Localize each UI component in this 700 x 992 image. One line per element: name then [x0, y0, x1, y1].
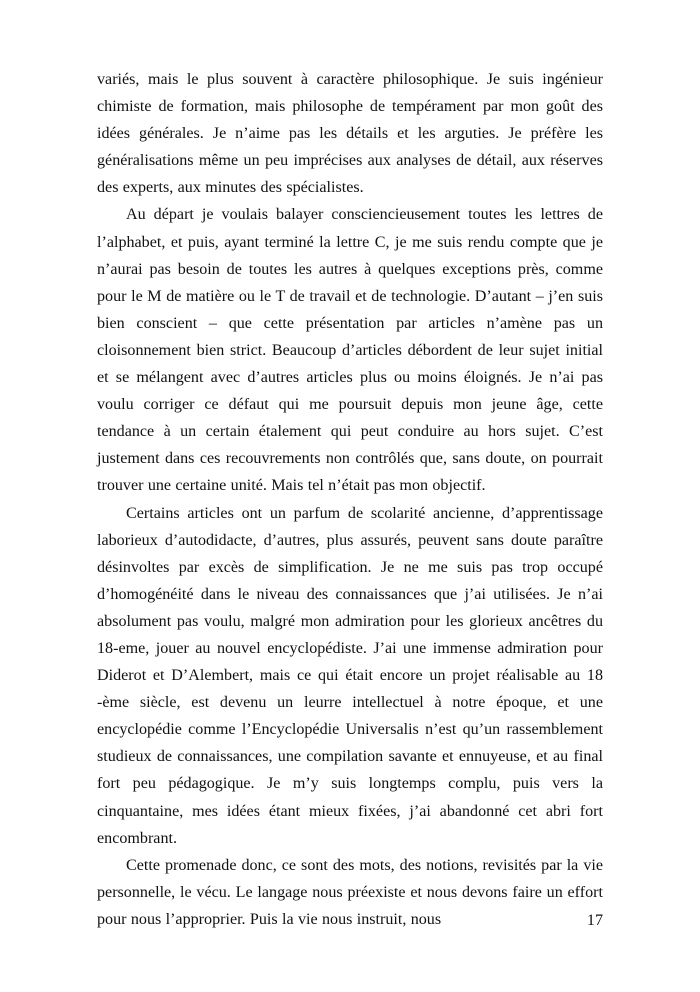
paragraph: variés, mais le plus souvent à caractère philosophique. Je suis ingénieur chimiste de formation, mais philosophe de tempérament par mon goût des idées générales. Je n’aime pas les détails et les arguties. Je préfère les généralisations même un peu imprécises aux analyses de détail, aux réserves des experts, aux minutes des spécialistes.: [97, 71, 603, 197]
body-text-column: [97, 66, 603, 933]
page-number: 17: [586, 912, 603, 929]
paragraph: Certains articles ont un parfum de scolarité ancienne, d’apprentissage laborieux d’autodidacte, d’autres, plus assurés, peuvent sans doute paraître désinvoltes par excès de simplification. Je ne me suis pas trop occupé d’homogénéité dans le niveau des connaissances que j’ai utilisées. Je n’ai absolument pas voulu, malgré mon admiration pour les glorieux ancêtres du 18-eme, jouer au nouvel encyclopédiste. J’ai une immense admiration pour Diderot et D’Alembert, mais ce qui était encore un projet réalisable au 18 -ème siècle, est devenu un leurre intellectuel à notre époque, et une encyclopédie comme l’Encyclopédie Universalis n’est qu’un rassemblement studieux de connaissances, une compilation savante et ennuyeuse, et au final fort peu pédagogique. Je m’y suis longtemps complu, puis vers la cinquantaine, mes idées étant mieux fixées, j’ai abandonné cet abri fort encombrant.: [97, 504, 603, 847]
paragraph: Au départ je voulais balayer consciencieusement toutes les lettres de l’alphabet, et puis, ayant terminé la lettre C, je me suis rendu compte que je n’aurai pas besoin de toutes les autres à quelques exceptions près, comme pour le M de matière ou le T de travail et de technologie. D’autant – j’en suis bien conscient – que cette présentation par articles n’amène pas un cloisonnement bien strict. Beaucoup d’articles débordent de leur sujet initial et se mélangent avec d’autres articles plus ou moins éloignés. Je n’ai pas voulu corriger ce défaut qui me poursuit depuis mon jeune âge, cette tendance à un certain étalement qui peut conduire au hors sujet. C’est justement dans ces recouvrements non contrôlés que, sans doute, on pourrait trouver une certaine unité. Mais tel n’était pas mon objectif.: [97, 206, 603, 495]
paragraph: Cette promenade donc, ce sont des mots, des notions, revisités par la vie personnelle, le vécu. Le langage nous préexiste et nous devons faire un effort pour nous l’approprier. Puis la vie nous instruit, nous: [97, 856, 603, 928]
